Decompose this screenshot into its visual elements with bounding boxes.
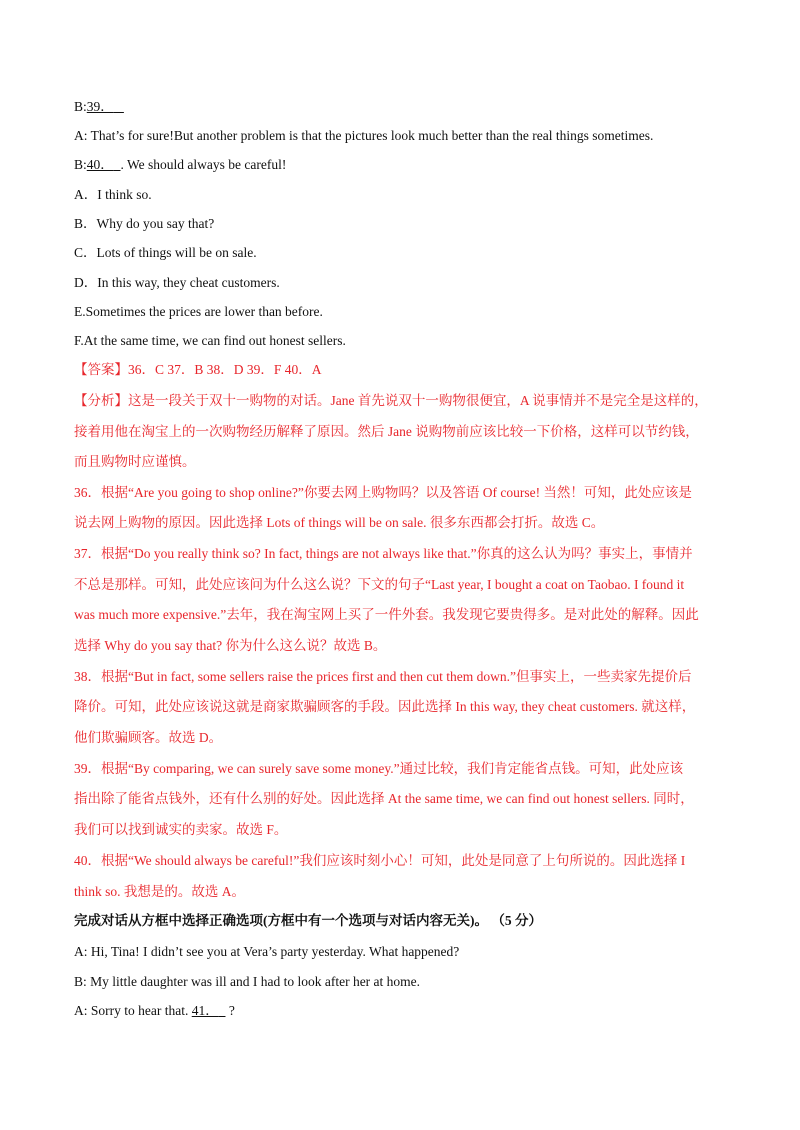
option-c: C．Lots of things will be on sale. xyxy=(74,245,257,260)
analysis-line: 他们欺骗顾客。故选 D。 xyxy=(74,730,223,745)
blank-40: 40． xyxy=(86,157,114,172)
dialogue2-line-a1: A: Hi, Tina! I didn’t see you at Vera’s party yesterday. What happened? xyxy=(74,944,460,959)
blank-41: 41． xyxy=(191,1003,219,1018)
option-e: E.Sometimes the prices are lower than before. xyxy=(74,304,323,319)
analysis-line: was much more expensive.”去年，我在淘宝网上买了一件外套。我发现它要贵得多。是对此处的解释。因此 xyxy=(74,607,699,622)
dialogue2-line-b1: B: My little daughter was ill and I had to look after her at home. xyxy=(74,974,421,989)
dialogue-line-b39: B:39． xyxy=(74,99,114,114)
section-heading: 完成对话从方框中选择正确选项(方框中有一个选项与对话内容无关)。 （5 分） xyxy=(74,913,542,928)
option-a: A．I think so. xyxy=(74,187,152,202)
analysis-line: 【分析】这是一段关于双十一购物的对话。Jane 首先说双十一购物很便宜，A 说事情并不是完全是这样的， xyxy=(74,393,708,408)
dialogue2-line-a2: A: Sorry to hear that. 41． ? xyxy=(74,1003,235,1018)
analysis-line: 39．根据“By comparing, we can surely save some money.”通过比较，我们肯定能省点钱。可知，此处应该 xyxy=(74,761,684,776)
analysis-line: 37．根据“Do you really think so? In fact, things are not always like that.”你真的这么认为吗？事实上，事情并 xyxy=(74,546,693,561)
analysis-line: 我们可以找到诚实的卖家。故选 F。 xyxy=(74,822,288,837)
analysis-line: 而且购物时应谨慎。 xyxy=(74,454,196,469)
analysis-line: 指出除了能省点钱外，还有什么别的好处。因此选择 At the same time, we can find out honest sellers. 同时， xyxy=(74,791,694,806)
analysis-line: 选择 Why do you say that? 你为什么这么说？故选 B。 xyxy=(74,638,387,653)
option-d: D．In this way, they cheat customers. xyxy=(74,275,280,290)
analysis-line: 降价。可知，此处应该说这就是商家欺骗顾客的手段。因此选择 In this way, they cheat customers. 就这样， xyxy=(74,699,696,714)
option-f: F.At the same time, we can find out honest sellers. xyxy=(74,333,346,348)
answer-line: 【答案】36．C 37．B 38．D 39．F 40．A xyxy=(74,362,322,377)
analysis-line: 不总是那样。可知，此处应该问为什么这么说？下文的句子“Last year, I bought a coat on Taobao. I found it xyxy=(74,577,685,592)
analysis-line: think so. 我想是的。故选 A。 xyxy=(74,884,246,899)
analysis-line: 接着用他在淘宝上的一次购物经历解释了原因。然后 Jane 说购物前应该比较一下价格，这样可以节约钱， xyxy=(74,424,699,439)
dialogue-line-b40: B:40． . We should always be careful! xyxy=(74,157,287,172)
analysis-line: 38．根据“But in fact, some sellers raise the prices first and then cut them down.”但事实上，一些卖家先提价后 xyxy=(74,669,692,684)
dialogue-line-a: A: That’s for sure!But another problem is that the pictures look much better than the real things sometimes. xyxy=(74,128,654,143)
blank-39: 39． xyxy=(86,99,114,114)
analysis-line: 36．根据“Are you going to shop online?”你要去网上购物吗？以及答语 Of course! 当然！可知，此处应该是 xyxy=(74,485,692,500)
analysis-line: 40．根据“We should always be careful!”我们应该时刻小心！可知，此处是同意了上句所说的。因此选择 I xyxy=(74,853,686,868)
analysis-line: 说去网上购物的原因。因此选择 Lots of things will be on sale. 很多东西都会打折。故选 C。 xyxy=(74,515,605,530)
option-b: B．Why do you say that? xyxy=(74,216,215,231)
